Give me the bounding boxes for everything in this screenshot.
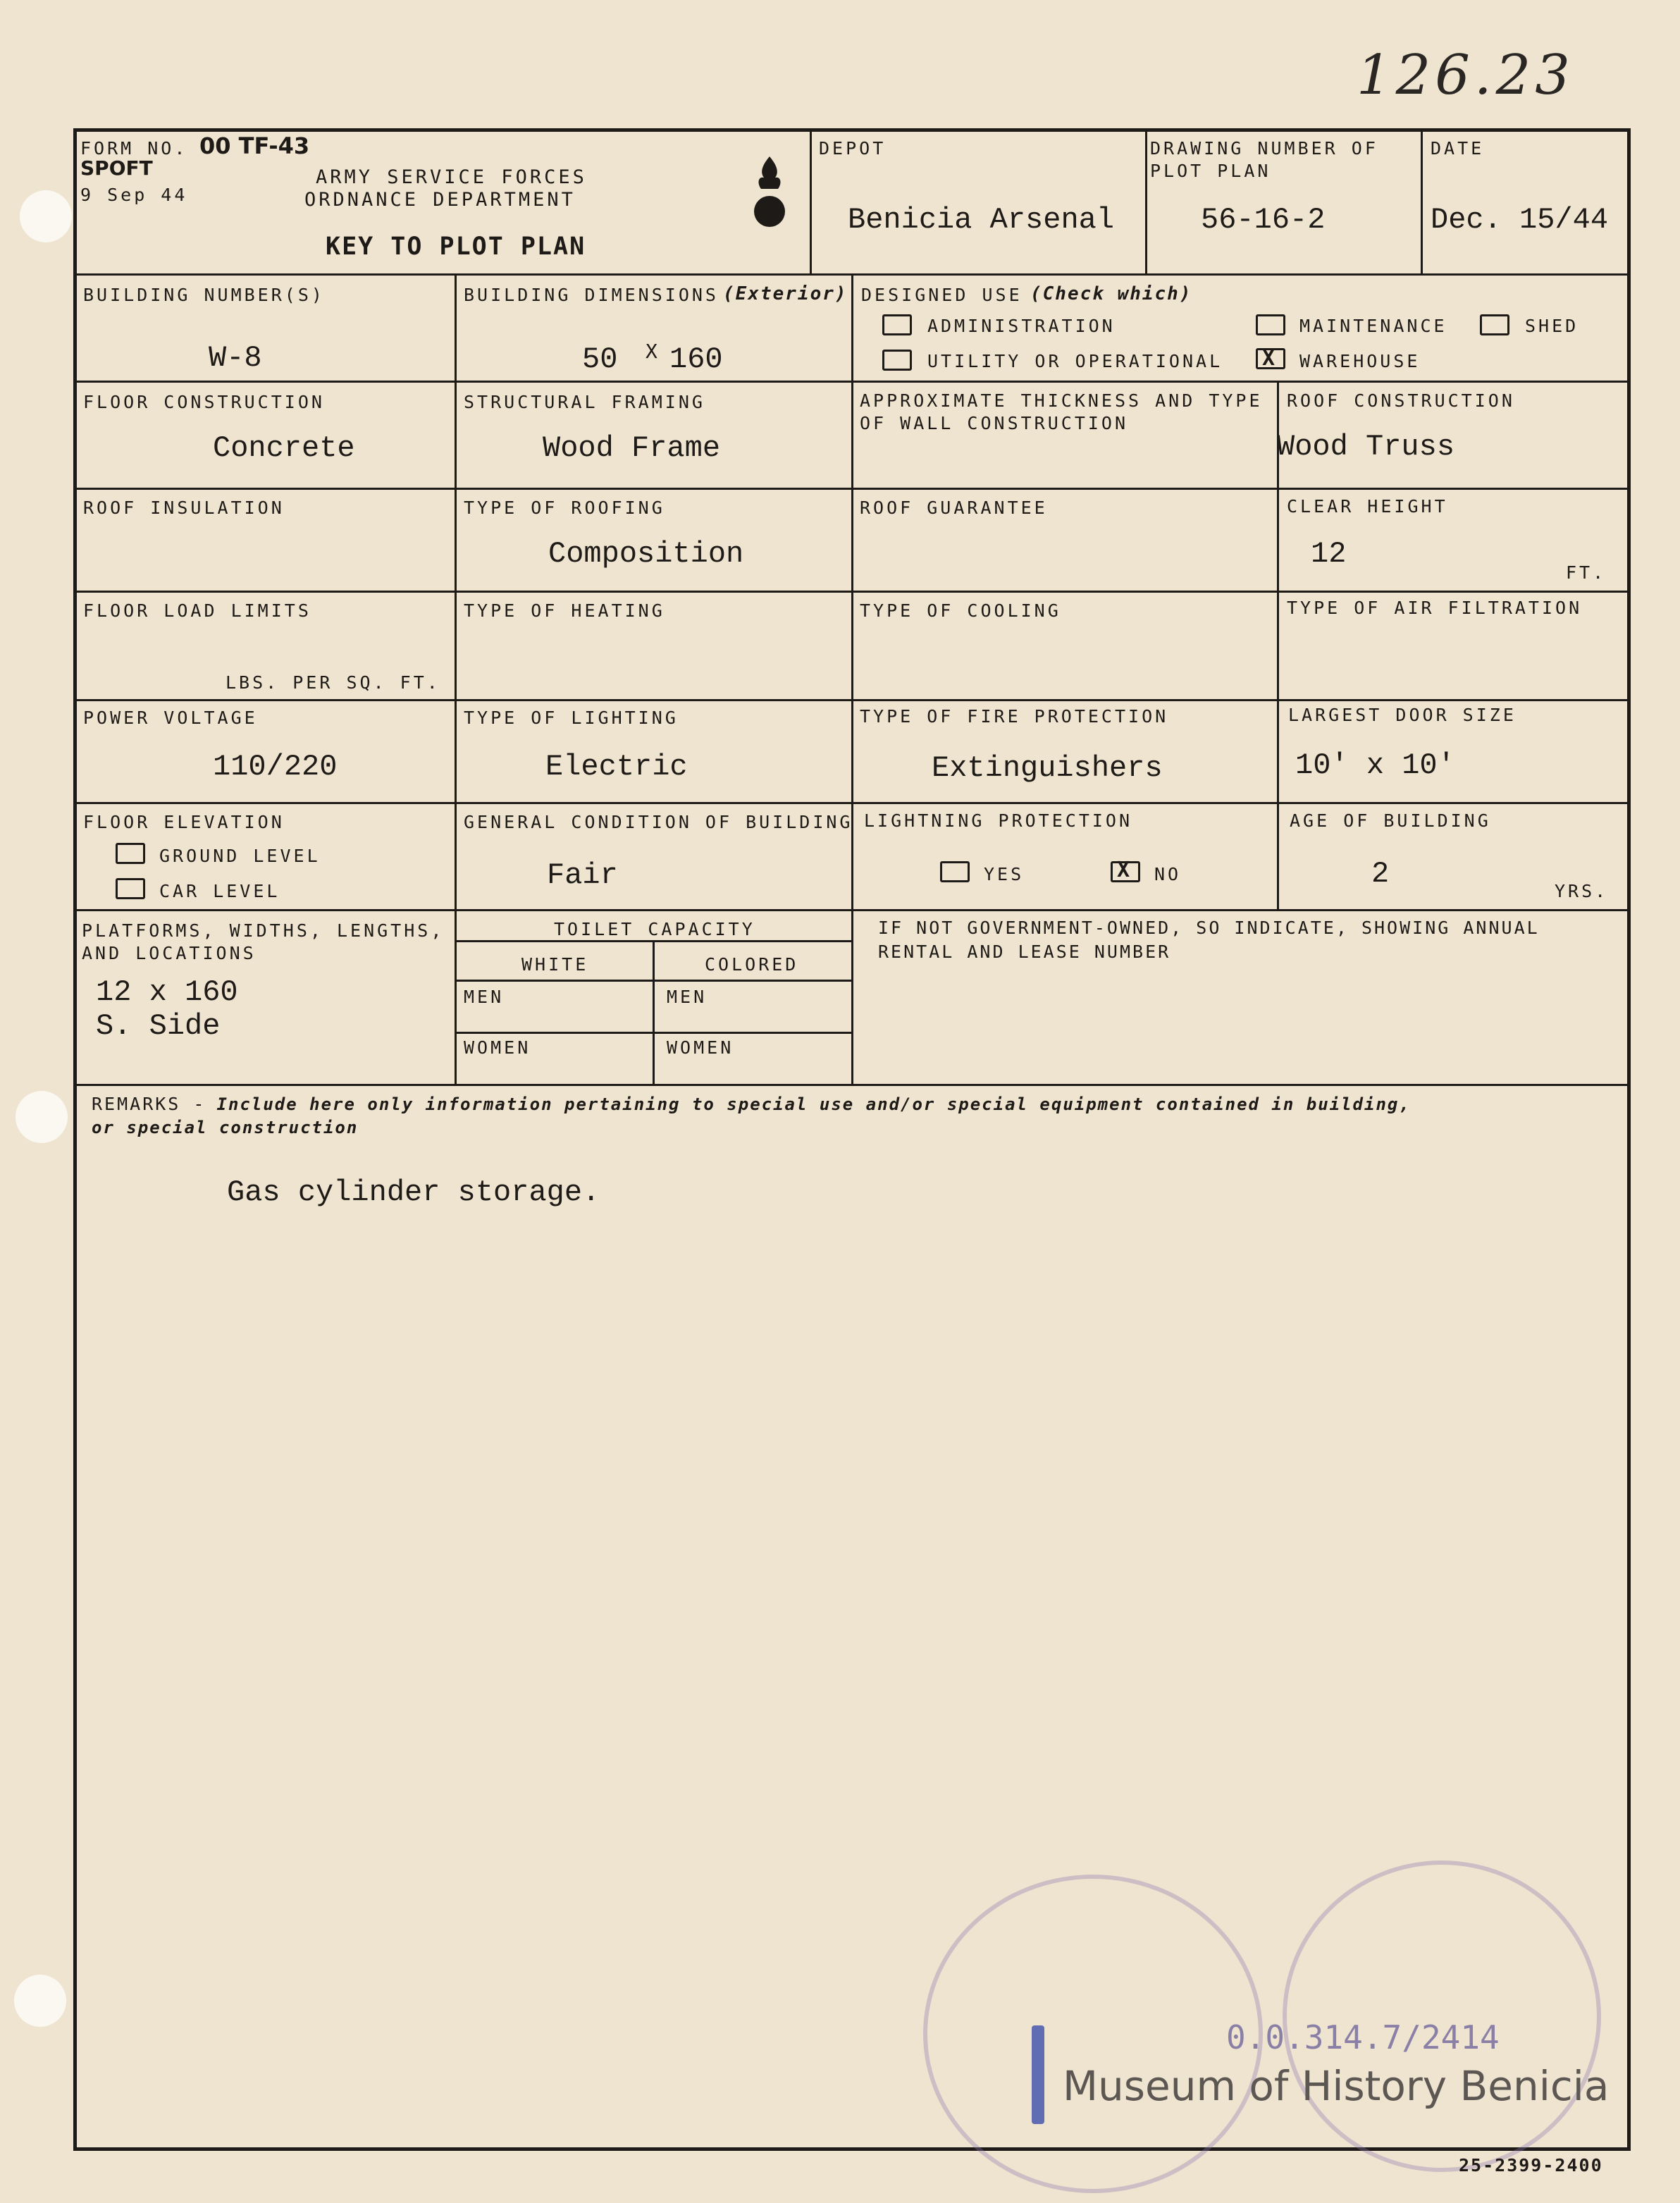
structural-framing-value: Wood Frame (543, 431, 721, 465)
door-size-value: 10' x 10' (1295, 748, 1455, 782)
checkbox-shed[interactable] (1480, 314, 1509, 335)
spoft-label: SPOFT (80, 156, 153, 180)
received-stamp-left (923, 1875, 1263, 2193)
received-stamp-right (1283, 1860, 1601, 2172)
rule-row7-bottom (73, 1084, 1627, 1086)
use-maintenance-label: MAINTENANCE (1299, 316, 1447, 336)
rule-row3-bottom (73, 591, 1627, 593)
lighting-value: Electric (545, 750, 688, 784)
rule-row4-bottom (73, 699, 1627, 701)
ordnance-flaming-bomb-icon (751, 155, 788, 233)
roof-insulation-label: ROOF INSULATION (83, 498, 285, 518)
platforms-label-2: AND LOCATIONS (82, 943, 257, 963)
toilet-white-women: WOMEN (464, 1037, 531, 1058)
remarks-value: Gas cylinder storage. (227, 1175, 600, 1209)
car-level-label: CAR LEVEL (159, 881, 280, 901)
handwritten-page-number: 126.23 (1357, 44, 1574, 107)
rule-header-v2 (1145, 128, 1147, 275)
checkbox-lightning-yes[interactable] (940, 861, 970, 882)
toilet-capacity-label: TOILET CAPACITY (554, 919, 755, 939)
depot-label: DEPOT (819, 138, 887, 159)
roof-guarantee-label: ROOF GUARANTEE (860, 498, 1048, 518)
rule-row1-bottom (73, 381, 1627, 383)
rule-toilet-v (653, 940, 655, 1085)
type-roofing-value: Composition (548, 537, 744, 571)
toilet-white-men: MEN (464, 987, 505, 1007)
rule-row2-bottom (73, 488, 1627, 490)
dimensions-label: BUILDING DIMENSIONS (464, 285, 719, 305)
punch-hole-middle (16, 1091, 68, 1143)
remarks-label (92, 1094, 1411, 1114)
remarks-instruction-2: or special construction (92, 1118, 359, 1137)
rule-header-v1 (810, 128, 812, 275)
heating-label: TYPE OF HEATING (464, 600, 665, 621)
age-value: 2 (1371, 857, 1390, 891)
condition-label: GENERAL CONDITION OF BUILDING (464, 812, 853, 832)
platforms-value-1: 12 x 160 (96, 975, 238, 1009)
date-label: DATE (1431, 138, 1485, 159)
floor-construction-value: Concrete (213, 431, 355, 465)
clear-height-label: CLEAR HEIGHT (1287, 496, 1448, 517)
clear-height-unit: FT. (1566, 562, 1607, 583)
warehouse-check-mark: X (1262, 346, 1276, 371)
lightning-no-check-mark: X (1117, 858, 1130, 882)
roof-construction-label: ROOF CONSTRUCTION (1287, 390, 1515, 411)
toilet-white-header: WHITE (521, 954, 589, 975)
agency-line-1: ARMY SERVICE FORCES (316, 166, 587, 188)
wall-construction-label-2: OF WALL CONSTRUCTION (860, 413, 1129, 433)
floor-load-unit: LBS. PER SQ. FT. (226, 672, 440, 693)
rule-col-1 (455, 273, 457, 1085)
clear-height-value: 12 (1311, 537, 1347, 571)
drawing-number-value: 56-16-2 (1201, 203, 1326, 237)
wall-construction-label-1: APPROXIMATE THICKNESS AND TYPE (860, 390, 1263, 411)
checkbox-administration[interactable] (882, 314, 912, 335)
rule-header-bottom (73, 273, 1627, 276)
drawing-number-label-2: PLOT PLAN (1150, 161, 1271, 181)
checkbox-warehouse[interactable] (1256, 348, 1285, 369)
age-label: AGE OF BUILDING (1290, 810, 1491, 831)
checkbox-maintenance[interactable] (1256, 314, 1285, 335)
remarks-prefix: REMARKS - (92, 1094, 206, 1114)
dimensions-x: X (646, 340, 657, 363)
toilet-colored-header: COLORED (705, 954, 799, 975)
government-owned-label-2: RENTAL AND LEASE NUMBER (878, 942, 1171, 962)
dimensions-width: 50 (582, 343, 618, 376)
ground-level-label: GROUND LEVEL (159, 846, 321, 866)
building-numbers-value: W-8 (209, 341, 262, 375)
lightning-protection-label: LIGHTNING PROTECTION (864, 810, 1133, 831)
rule-header-v3 (1421, 128, 1423, 275)
designed-use-label: DESIGNED USE (861, 285, 1023, 305)
punch-hole-top (20, 190, 72, 242)
power-voltage-label: POWER VOLTAGE (83, 708, 258, 728)
floor-elevation-label: FLOOR ELEVATION (83, 812, 285, 832)
use-shed-label: SHED (1525, 316, 1579, 336)
type-roofing-label: TYPE OF ROOFING (464, 498, 665, 518)
dimensions-length: 160 (669, 343, 723, 376)
dimensions-note: (Exterior) (723, 283, 848, 304)
fire-protection-value: Extinguishers (932, 751, 1163, 785)
fire-protection-label: TYPE OF FIRE PROTECTION (860, 706, 1169, 727)
lightning-no-label: NO (1154, 864, 1182, 884)
government-owned-label-1: IF NOT GOVERNMENT-OWNED, SO INDICATE, SHOWING ANNUAL (878, 918, 1540, 938)
toilet-colored-men: MEN (667, 987, 708, 1007)
punch-hole-bottom (14, 1975, 66, 2027)
platforms-value-2: S. Side (96, 1009, 221, 1043)
footer-code: 25-2399-2400 (1459, 2155, 1603, 2176)
checkbox-lightning-no[interactable] (1111, 858, 1140, 882)
form-no-value: 00 TF-43 (199, 132, 310, 159)
structural-framing-label: STRUCTURAL FRAMING (464, 392, 705, 412)
watermark-text: Museum of History Benicia (1063, 2062, 1610, 2110)
toilet-colored-women: WOMEN (667, 1037, 734, 1058)
checkbox-car-level[interactable] (116, 878, 145, 899)
building-numbers-label: BUILDING NUMBER(S) (83, 285, 325, 305)
floor-construction-label: FLOOR CONSTRUCTION (83, 392, 325, 412)
door-size-label: LARGEST DOOR SIZE (1288, 705, 1517, 725)
date-value: Dec. 15/44 (1431, 203, 1609, 237)
rule-row5-bottom (73, 802, 1627, 804)
agency-line-2: ORDNANCE DEPARTMENT (304, 189, 576, 211)
form-title: KEY TO PLOT PLAN (326, 233, 586, 261)
use-administration-label: ADMINISTRATION (927, 316, 1116, 336)
form-date: 9 Sep 44 (80, 185, 188, 205)
designed-use-note: (Check which) (1030, 283, 1192, 304)
drawing-number-label-1: DRAWING NUMBER OF (1150, 138, 1378, 159)
lighting-label: TYPE OF LIGHTING (464, 708, 679, 728)
stamp-file-number: 0.0.314.7/2414 (1226, 2018, 1500, 2056)
power-voltage-value: 110/220 (213, 750, 338, 784)
lightning-yes-label: YES (984, 864, 1025, 884)
remarks-instruction-1: Include here only information pertaining to special use and/or special equipment contained in building, (216, 1094, 1411, 1114)
floor-load-label: FLOOR LOAD LIMITS (83, 600, 311, 621)
form-no-label: FORM NO. (80, 138, 188, 159)
rule-col-2 (851, 273, 853, 1085)
use-utility-label: UTILITY OR OPERATIONAL (927, 351, 1223, 371)
condition-value: Fair (547, 858, 618, 892)
roof-construction-value: Wood Truss (1277, 430, 1455, 464)
stamp-ink-mark (1032, 2025, 1044, 2124)
checkbox-ground-level[interactable] (116, 843, 145, 864)
platforms-label-1: PLATFORMS, WIDTHS, LENGTHS, (82, 920, 445, 941)
cooling-label: TYPE OF COOLING (860, 600, 1061, 621)
use-warehouse-label: WAREHOUSE (1299, 351, 1421, 371)
rule-row6-bottom (73, 909, 1627, 911)
age-unit: YRS. (1555, 881, 1609, 901)
depot-value: Benicia Arsenal (848, 203, 1115, 237)
checkbox-utility[interactable] (882, 350, 912, 371)
air-filtration-label: TYPE OF AIR FILTRATION (1287, 598, 1583, 618)
